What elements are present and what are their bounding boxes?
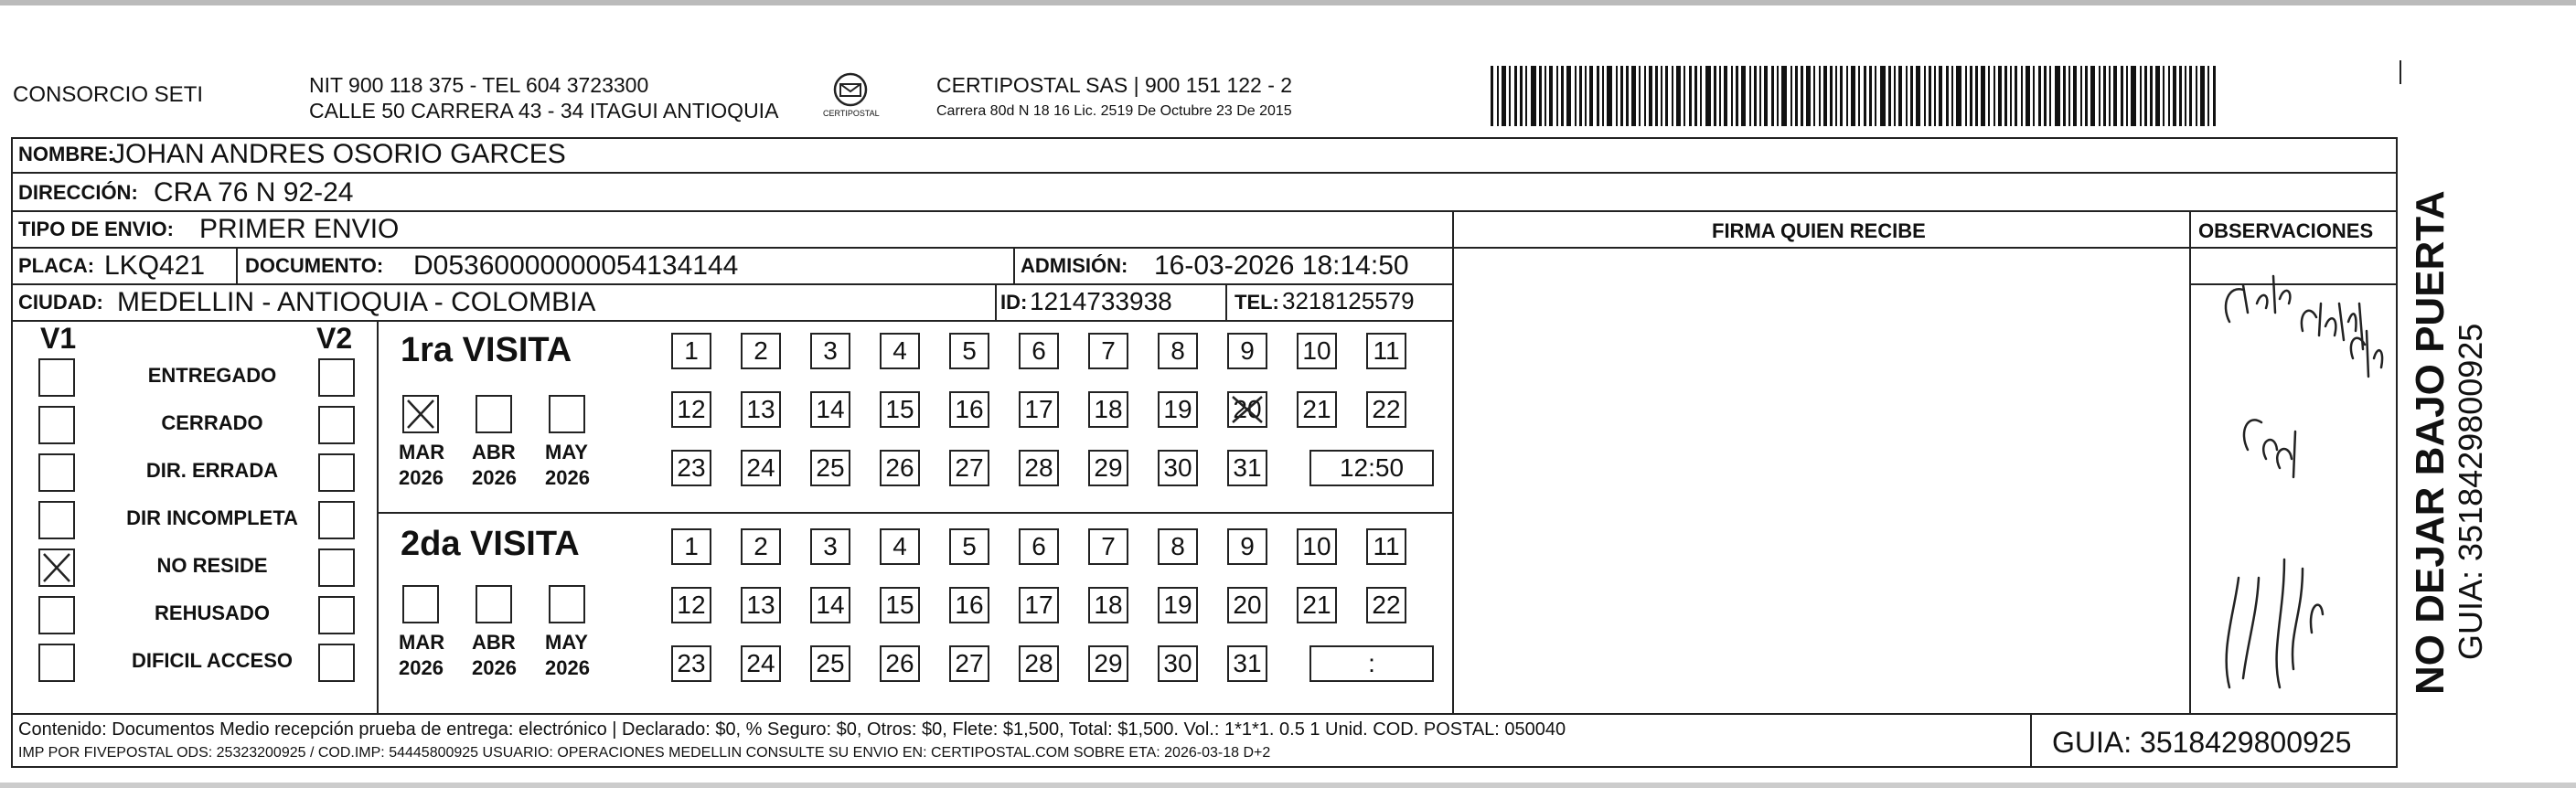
barcode-bar: [1676, 66, 1681, 126]
corner-mark: [2400, 60, 2401, 84]
barcode-bar: [1616, 66, 1618, 126]
barcode-bar: [1801, 66, 1803, 126]
day-box[interactable]: 11: [1366, 528, 1406, 565]
status-v2-checkbox[interactable]: [318, 596, 355, 634]
barcode-bar: [1644, 66, 1646, 126]
day-box[interactable]: 21: [1297, 391, 1337, 428]
barcode-bar: [2173, 66, 2176, 126]
side-guia: GUIA: 3518429800925: [2452, 323, 2489, 660]
day-box[interactable]: 17: [1019, 587, 1059, 623]
month-label: MAR: [399, 631, 445, 654]
day-box[interactable]: 4: [880, 528, 920, 565]
month-checkbox[interactable]: [476, 585, 512, 623]
day-box[interactable]: 30: [1158, 450, 1198, 486]
day-box[interactable]: 22: [1366, 587, 1406, 623]
status-v1-checkbox[interactable]: [38, 501, 75, 539]
col-line: [995, 283, 997, 320]
barcode-bar: [1813, 66, 1815, 126]
barcode-bar: [1875, 66, 1876, 126]
status-v2-checkbox[interactable]: [318, 406, 355, 444]
day-box[interactable]: 16: [949, 391, 989, 428]
barcode-bar: [2033, 66, 2035, 126]
status-v1-checkbox[interactable]: [38, 358, 75, 397]
barcode-bar: [1806, 66, 1811, 126]
barcode-bar: [2063, 66, 2066, 126]
barcode-bar: [2073, 66, 2077, 126]
barcode-bar: [1520, 66, 1523, 126]
status-v2-checkbox[interactable]: [318, 453, 355, 492]
barcode-bar: [1864, 66, 1866, 126]
barcode-bar: [1620, 66, 1623, 126]
status-v1-checkbox[interactable]: [38, 596, 75, 634]
barcode-bar: [2004, 66, 2007, 126]
barcode-bar: [1689, 66, 1692, 126]
day-box[interactable]: 22: [1366, 391, 1406, 428]
barcode-bar: [1549, 66, 1553, 126]
col-line: [236, 247, 238, 283]
barcode-bar: [2068, 66, 2070, 126]
visit2-title: 2da VISITA: [401, 525, 580, 563]
barcode-bar: [2010, 66, 2012, 126]
barcode-bar: [1631, 66, 1636, 126]
day-box[interactable]: 25: [810, 450, 850, 486]
barcode-bar: [1759, 66, 1761, 126]
barcode-bar: [1764, 66, 1768, 126]
barcode-bar: [1869, 66, 1872, 126]
day-box[interactable]: 16: [949, 587, 989, 623]
month-checkbox[interactable]: [402, 585, 439, 623]
barcode-bar: [1819, 66, 1821, 126]
id-label: ID:: [1000, 291, 1028, 314]
barcode-bar: [1771, 66, 1774, 126]
time-box[interactable]: :: [1309, 645, 1434, 682]
barcode-bar: [1840, 66, 1843, 126]
barcode-bar: [2038, 66, 2041, 126]
barcode-bar: [1556, 66, 1558, 126]
v1-header: V1: [40, 322, 77, 355]
day-box[interactable]: 28: [1019, 645, 1059, 682]
city-value: MEDELLIN - ANTIOQUIA - COLOMBIA: [117, 287, 596, 317]
day-box[interactable]: 7: [1088, 333, 1128, 369]
barcode-bar: [2144, 66, 2147, 126]
barcode-bar: [2200, 66, 2205, 126]
observations-header: OBSERVACIONES: [2198, 219, 2374, 242]
day-box[interactable]: 25: [810, 645, 850, 682]
barcode-bar: [1998, 66, 2002, 126]
day-box[interactable]: 8: [1158, 528, 1198, 565]
barcode-bar: [2015, 66, 2017, 126]
day-box[interactable]: 5: [949, 333, 989, 369]
month-year: 2026: [545, 656, 590, 679]
day-box[interactable]: 3: [810, 333, 850, 369]
barcode-bar: [2179, 66, 2182, 126]
barcode-bar: [1934, 66, 1936, 126]
status-divider: [377, 320, 379, 713]
barcode-bar: [1975, 66, 1978, 126]
barcode-bar: [1736, 66, 1738, 126]
barcode-bar: [1965, 66, 1967, 126]
day-box[interactable]: 2: [741, 333, 781, 369]
barcode-bar: [2055, 66, 2060, 126]
barcode-bar: [1545, 66, 1546, 126]
admission-label: ADMISIÓN:: [1021, 254, 1128, 277]
barcode-bar: [1781, 66, 1787, 126]
day-box[interactable]: 12: [671, 391, 711, 428]
barcode-bar: [1846, 66, 1848, 126]
barcode-bar: [1724, 66, 1727, 126]
day-box[interactable]: 28: [1019, 450, 1059, 486]
col-line: [2030, 713, 2032, 768]
day-box[interactable]: 21: [1297, 587, 1337, 623]
month-checkbox[interactable]: [476, 395, 512, 433]
day-box[interactable]: 23: [671, 645, 711, 682]
barcode-bar: [1514, 66, 1517, 126]
address-line: CALLE 50 CARRERA 43 - 34 ITAGUI ANTIOQUIA: [309, 99, 779, 122]
day-box[interactable]: 23: [671, 450, 711, 486]
footer-content-line: Contenido: Documentos Medio recepción prueba de entrega: electrónico | Declarado: $0, % Seguro: $0, Otros: $0, Flete: $1,500, Total: $1,500. Vol.: 1*1*1. 0.5 1 Unid. COD. POSTAL: 050040: [18, 719, 1566, 740]
day-box[interactable]: 5: [949, 528, 989, 565]
month-year: 2026: [472, 466, 517, 489]
row-line: [11, 247, 2398, 249]
day-box[interactable]: 24: [741, 450, 781, 486]
status-label: REHUSADO: [155, 602, 270, 624]
day-box[interactable]: 17: [1019, 391, 1059, 428]
tel-value: 3218125579: [1282, 287, 1415, 314]
month-label: MAY: [545, 631, 588, 654]
barcode-bar: [2080, 66, 2082, 126]
month-year: 2026: [399, 466, 444, 489]
status-v2-checkbox[interactable]: [318, 501, 355, 539]
barcode-bar: [1497, 66, 1499, 126]
name-value: JOHAN ANDRES OSORIO GARCES: [112, 139, 566, 169]
ship-type-label: TIPO DE ENVIO:: [18, 218, 174, 240]
barcode-bar: [2155, 66, 2160, 126]
barcode-bar: [1851, 66, 1855, 126]
barcode-bar: [1694, 66, 1697, 126]
barcode-bar: [1929, 66, 1931, 126]
barcode-bar: [1589, 66, 1593, 126]
month-label: ABR: [472, 441, 516, 463]
footer-line: [11, 713, 2398, 715]
license-line: Carrera 80d N 18 16 Lic. 2519 De Octubre 23 De 2015: [936, 103, 1292, 119]
day-box[interactable]: 6: [1019, 333, 1059, 369]
barcode-bar: [1916, 66, 1920, 126]
footer-imp-line: IMP POR FIVEPOSTAL ODS: 25323200925 / COD.IMP: 54445800925 USUARIO: OPERACIONES MEDELLIN CONSULTE SU ENVIO EN: CERTIPOSTAL.COM SOBRE ETA: 2026-03-18 D+2: [18, 745, 1271, 761]
day-box[interactable]: 27: [949, 645, 989, 682]
barcode-bar: [2168, 66, 2170, 126]
barcode-bar: [2021, 66, 2023, 126]
plate-value: LKQ421: [104, 250, 206, 281]
day-box[interactable]: 20: [1227, 587, 1267, 623]
logo-text: CERTIPOSTAL: [823, 109, 880, 118]
month-label: ABR: [472, 631, 516, 654]
day-box[interactable]: 4: [880, 333, 920, 369]
barcode-bar: [1607, 66, 1612, 126]
barcode-bar: [2189, 66, 2192, 126]
barcode-bar: [1731, 66, 1733, 126]
status-v2-checkbox[interactable]: [318, 358, 355, 397]
barcode-bar: [1491, 66, 1493, 126]
v2-header: V2: [316, 322, 353, 355]
footer-guia: GUIA: 3518429800925: [2052, 726, 2352, 759]
name-label: NOMBRE:: [18, 143, 115, 165]
barcode-bar: [1795, 66, 1798, 126]
handwritten-observations: [2193, 249, 2396, 711]
barcode-bar: [1509, 66, 1511, 126]
address-value: CRA 76 N 92-24: [154, 177, 354, 208]
barcode-bar: [2090, 66, 2095, 126]
day-box[interactable]: 12: [671, 587, 711, 623]
barcode-bar: [1531, 66, 1536, 126]
certipostal-logo: [823, 69, 878, 124]
col-line: [1225, 283, 1227, 320]
day-box[interactable]: 27: [949, 450, 989, 486]
barcode-bar: [1898, 66, 1902, 126]
day-box[interactable]: 31: [1227, 645, 1267, 682]
day-box[interactable]: 1: [671, 528, 711, 565]
row-line: [11, 283, 1454, 285]
scan-top-edge: [0, 0, 2576, 5]
day-box[interactable]: 29: [1088, 645, 1128, 682]
barcode-bar: [1777, 66, 1779, 126]
barcode-bar: [2109, 66, 2111, 126]
barcode-bar: [1683, 66, 1685, 126]
address-label: DIRECCIÓN:: [18, 181, 138, 204]
day-box[interactable]: 9: [1227, 528, 1267, 565]
plate-label: PLACA:: [18, 254, 95, 277]
barcode-bar: [1956, 66, 1961, 126]
day-box[interactable]: 2: [741, 528, 781, 565]
status-v1-checkbox[interactable]: [38, 548, 75, 587]
status-label: DIFICIL ACCESO: [131, 649, 293, 672]
day-box[interactable]: 15: [880, 391, 920, 428]
company-name: CONSORCIO SETI: [13, 82, 204, 107]
barcode-bar: [1888, 66, 1891, 126]
barcode-bar: [1993, 66, 1995, 126]
month-label: MAY: [545, 441, 588, 463]
month-year: 2026: [472, 656, 517, 679]
carrier-line: CERTIPOSTAL SAS | 900 151 122 - 2: [936, 73, 1293, 97]
day-box[interactable]: 7: [1088, 528, 1128, 565]
row-line: [11, 320, 1454, 322]
barcode-bar: [1749, 66, 1751, 126]
day-box[interactable]: 19: [1158, 587, 1198, 623]
barcode-bar: [1661, 66, 1662, 126]
barcode-bar: [1946, 66, 1949, 126]
day-box[interactable]: 18: [1088, 587, 1128, 623]
barcode-bar: [2150, 66, 2153, 126]
barcode-bar: [2099, 66, 2100, 126]
barcode-bar: [2085, 66, 2088, 126]
status-v2-checkbox[interactable]: [318, 548, 355, 587]
month-checkbox[interactable]: [549, 585, 585, 623]
barcode-bar: [2121, 66, 2123, 126]
barcode-bar: [1525, 66, 1527, 126]
visit1-title: 1ra VISITA: [401, 331, 572, 369]
barcode-bar: [2163, 66, 2164, 126]
status-label: CERRADO: [161, 411, 263, 434]
status-v1-checkbox[interactable]: [38, 644, 75, 682]
day-box[interactable]: 8: [1158, 333, 1198, 369]
barcode-bar: [1539, 66, 1542, 126]
month-checkbox[interactable]: [402, 395, 439, 433]
barcode-bar: [1649, 66, 1652, 126]
barcode-bar: [1823, 66, 1827, 126]
day-box[interactable]: 3: [810, 528, 850, 565]
status-v2-checkbox[interactable]: [318, 644, 355, 682]
nit-line: NIT 900 118 375 - TEL 604 3723300: [309, 73, 649, 97]
status-label: NO RESIDE: [156, 554, 268, 577]
barcode-bar: [2196, 66, 2197, 126]
document-label: DOCUMENTO:: [245, 254, 384, 277]
day-box[interactable]: 24: [741, 645, 781, 682]
barcode-bar: [1970, 66, 1972, 126]
day-box[interactable]: 1: [671, 333, 711, 369]
day-box[interactable]: 13: [741, 587, 781, 623]
barcode-bar: [1988, 66, 1990, 126]
barcode-bar: [2044, 66, 2047, 126]
month-label: MAR: [399, 441, 445, 463]
day-box[interactable]: 14: [810, 587, 850, 623]
barcode-bar: [2213, 66, 2216, 126]
barcode-bar: [2131, 66, 2136, 126]
city-label: CIUDAD:: [18, 291, 103, 314]
tel-label: TEL:: [1235, 291, 1279, 314]
day-check-mark: [1229, 393, 1266, 426]
day-box[interactable]: 29: [1088, 450, 1128, 486]
barcode-bar: [1719, 66, 1721, 126]
barcode-bar: [1754, 66, 1757, 126]
barcode-bar: [1579, 66, 1582, 126]
status-label: DIR. ERRADA: [145, 459, 279, 482]
barcode-bar: [2049, 66, 2051, 126]
ship-type-value: PRIMER ENVIO: [199, 214, 400, 244]
day-box[interactable]: 14: [810, 391, 850, 428]
barcode-bar: [2026, 66, 2030, 126]
day-box[interactable]: 10: [1297, 528, 1337, 565]
day-box[interactable]: 18: [1088, 391, 1128, 428]
barcode-bar: [1561, 66, 1564, 126]
col-line: [2189, 210, 2191, 713]
barcode-bar: [1700, 66, 1702, 126]
day-box[interactable]: 30: [1158, 645, 1198, 682]
barcode-bar: [1602, 66, 1604, 126]
barcode-bar: [1714, 66, 1716, 126]
day-box[interactable]: 26: [880, 645, 920, 682]
day-box[interactable]: 10: [1297, 333, 1337, 369]
barcode-bar: [1830, 66, 1833, 126]
barcode-bar: [1790, 66, 1792, 126]
barcode-bar: [1741, 66, 1746, 126]
time-box[interactable]: 12:50: [1309, 450, 1434, 486]
id-value: 1214733938: [1030, 287, 1172, 315]
day-box[interactable]: 6: [1019, 528, 1059, 565]
side-warning: NO DEJAR BAJO PUERTA: [2408, 190, 2453, 695]
barcode-bar: [1894, 66, 1896, 126]
barcode-bar: [2185, 66, 2186, 126]
visit-divider: [377, 512, 1452, 514]
barcode-bar: [1597, 66, 1599, 126]
barcode-bar: [1858, 66, 1860, 126]
col-line: [1013, 247, 1015, 283]
barcode-bar: [1639, 66, 1641, 126]
barcode-bar: [1906, 66, 1908, 126]
barcode-bar: [1910, 66, 1913, 126]
barcode-bar: [2126, 66, 2128, 126]
day-box[interactable]: 9: [1227, 333, 1267, 369]
day-box[interactable]: 20: [1227, 391, 1267, 428]
status-v1-checkbox[interactable]: [38, 406, 75, 444]
row-line: [11, 210, 2398, 212]
col-line: [1452, 210, 1454, 713]
status-label: DIR INCOMPLETA: [126, 506, 298, 529]
month-year: 2026: [545, 466, 590, 489]
admission-value: 16-03-2026 18:14:50: [1154, 250, 1409, 281]
barcode-bar: [1981, 66, 1985, 126]
barcode-bar: [2103, 66, 2106, 126]
day-box[interactable]: 13: [741, 391, 781, 428]
barcode-bar: [1951, 66, 1953, 126]
barcode-bar: [1566, 66, 1571, 126]
barcode-bar: [1924, 66, 1926, 126]
barcode-bar: [1585, 66, 1587, 126]
document-value: D05360000000054134144: [413, 250, 739, 281]
barcode-bar: [2207, 66, 2209, 126]
barcode-bar: [1665, 66, 1668, 126]
scan-bottom-edge: [0, 783, 2576, 788]
barcode-bar: [1672, 66, 1673, 126]
day-box[interactable]: 15: [880, 587, 920, 623]
day-box[interactable]: 31: [1227, 450, 1267, 486]
status-label: ENTREGADO: [147, 364, 277, 387]
day-box[interactable]: 26: [880, 450, 920, 486]
status-v1-checkbox[interactable]: [38, 453, 75, 492]
barcode-bar: [1626, 66, 1629, 126]
barcode: [1491, 66, 2222, 128]
barcode-bar: [1575, 66, 1577, 126]
month-year: 2026: [399, 656, 444, 679]
signature-header: FIRMA QUIEN RECIBE: [1712, 219, 1926, 242]
barcode-bar: [1705, 66, 1711, 126]
barcode-bar: [2140, 66, 2142, 126]
day-box[interactable]: 19: [1158, 391, 1198, 428]
row-line: [11, 172, 2398, 174]
barcode-bar: [2113, 66, 2117, 126]
barcode-bar: [1880, 66, 1886, 126]
barcode-bar: [1502, 66, 1506, 126]
month-checkbox[interactable]: [549, 395, 585, 433]
barcode-bar: [1835, 66, 1837, 126]
day-box[interactable]: 11: [1366, 333, 1406, 369]
barcode-bar: [1655, 66, 1658, 126]
barcode-bar: [1939, 66, 1942, 126]
